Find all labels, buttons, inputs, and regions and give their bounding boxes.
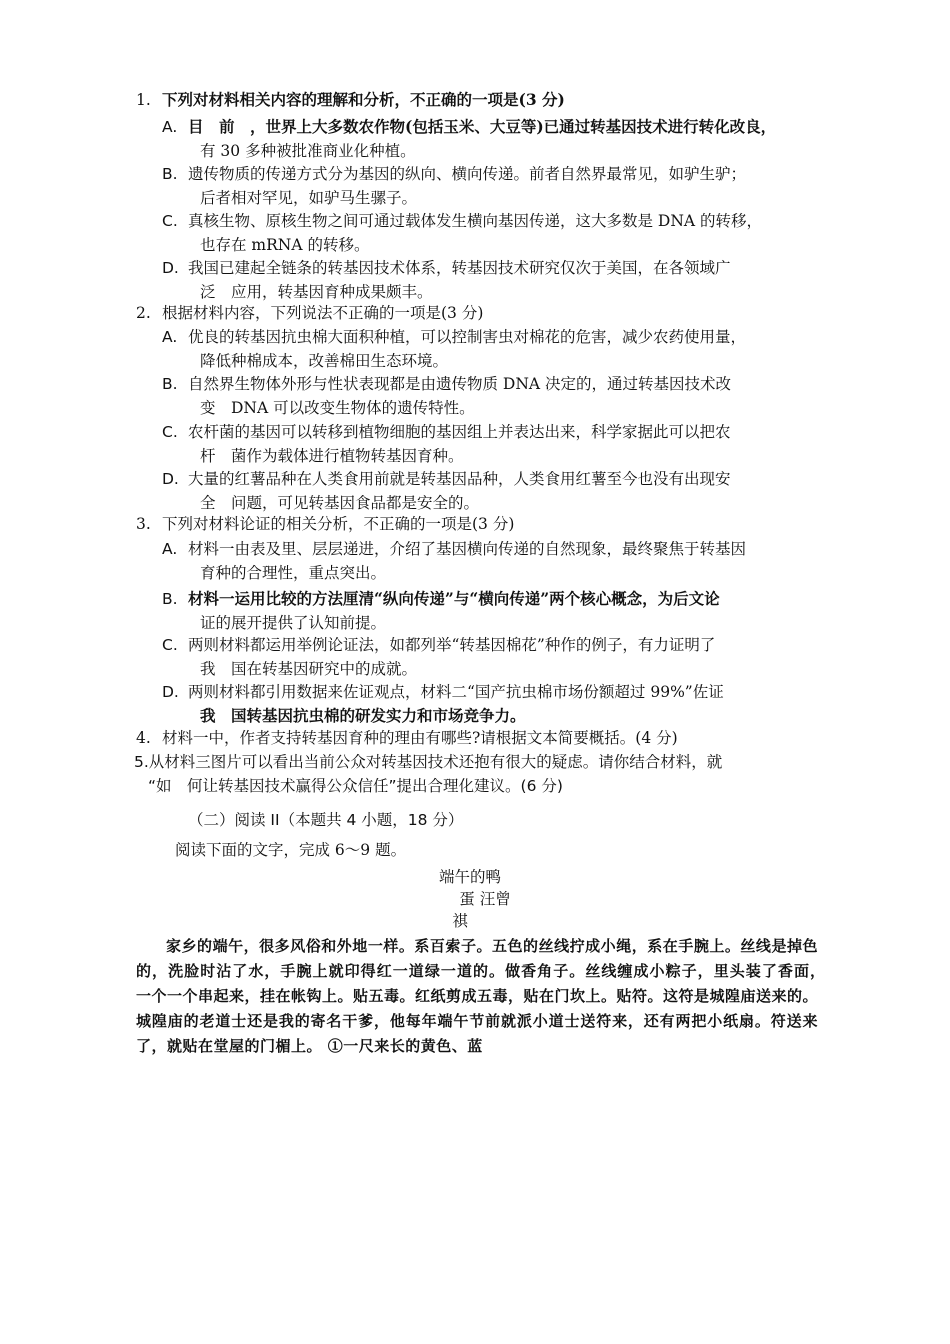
- option-text-line1: 优良的转基因抗虫棉大面积种植，可以控制害虫对棉花的危害，减少农药使用量，: [188, 328, 747, 346]
- option-letter: A.: [162, 328, 178, 346]
- question-1-option-d: [162, 256, 822, 304]
- option-letter: B.: [162, 165, 178, 183]
- option-letter: B.: [162, 375, 178, 393]
- option-text-line2: 育种的合理性，重点突出。: [200, 564, 387, 582]
- question-number: 1.: [136, 91, 151, 109]
- question-number: 4.: [136, 729, 151, 747]
- option-text-line1: 我国已建起全链条的转基因技术体系，转基因技术研究仅次于美国，在各领域广: [188, 259, 731, 277]
- passage-author-line1: 蛋 汪曾: [459, 890, 511, 908]
- option-letter: A.: [162, 118, 178, 136]
- option-text-line2: 我 国在转基因研究中的成就。: [200, 660, 418, 678]
- option-text-line2: 杆 菌作为载体进行植物转基因育种。: [200, 447, 464, 465]
- option-letter: D.: [162, 683, 179, 701]
- option-text-line2: 有 30 多种被批准商业化种植。: [200, 142, 416, 160]
- question-number: 3.: [136, 515, 151, 533]
- passage-title: 端午的鸭: [438, 868, 501, 886]
- option-text-line2: 后者相对罕见，如驴马生骡子。: [200, 189, 418, 207]
- option-letter: A.: [162, 540, 178, 558]
- option-text-line1: 真核生物、原核生物之间可通过载体发生横向基因传递，这大多数是 DNA 的转移，: [188, 212, 763, 230]
- option-text-line2: 证的展开提供了认知前提。: [200, 614, 387, 632]
- option-text-line1: 材料一由表及里、层层递进，介绍了基因横向传递的自然现象，最终聚焦于转基因: [188, 540, 747, 558]
- option-letter: C.: [162, 636, 178, 654]
- question-2-option-c: [162, 420, 822, 468]
- question-1-option-a: [162, 115, 822, 163]
- option-text-line1: 材料一运用比较的方法厘清“纵向传递”与“横向传递”两个核心概念，为后文论: [188, 589, 720, 608]
- question-2-option-a: [162, 325, 822, 373]
- question-1-stem: [136, 88, 826, 112]
- question-3-option-c: [162, 633, 822, 681]
- question-text: 下列对材料论证的相关分析，不正确的一项是(3 分): [162, 515, 515, 533]
- question-3-option-b: [162, 587, 822, 635]
- option-letter: B.: [162, 590, 178, 608]
- option-text-line2: 降低种棉成本，改善棉田生态环境。: [200, 352, 449, 370]
- question-number: 2.: [136, 304, 151, 322]
- question-1-option-c: [162, 209, 822, 257]
- option-text-line1: 自然界生物体外形与性状表现都是由遗传物质 DNA 决定的，通过转基因技术改: [188, 375, 732, 393]
- option-letter: D.: [162, 470, 179, 488]
- section-instruction: 阅读下面的文字，完成 6～9 题。: [175, 841, 407, 859]
- question-1-option-b: [162, 162, 822, 210]
- option-text-line2: 泛 应用，转基因育种成果颇丰。: [200, 283, 433, 301]
- option-letter: C.: [162, 423, 178, 441]
- question-2-stem: [136, 301, 826, 325]
- option-text-line1: 大量的红薯品种在人类食用前就是转基因品种，人类食用红薯至今也没有出现安: [188, 470, 731, 488]
- question-text: 根据材料内容，下列说法不正确的一项是(3 分): [162, 304, 484, 322]
- option-text-line2: 我 国转基因抗虫棉的研发实力和市场竞争力。: [200, 706, 526, 725]
- question-3-option-a: [162, 537, 822, 585]
- passage-paragraph: 家乡的端午，很多风俗和外地一样。系百索子。五色的丝线拧成小绳，系在手腕上。丝线是掉色的，洗脸时沾了水，手腕上就印得红一道绿一道的。做香角子。丝线缠成小粽子，里头装了香面， 一个一个串起来，挂在帐钩上。贴五毒。红纸剪成五毒，贴在门坎上。贴符。这符是城隍庙送来的。城隍庙的老道士还是我的寄名干爹，他每年端午节前就派小道士送符来，还有两把小纸扇。符送来了，就贴在堂屋的门楣上。 ①一尺来长的黄色、蓝: [136, 937, 834, 1055]
- question-2-option-b: [162, 372, 822, 420]
- question-number: 5.: [134, 753, 149, 771]
- option-text-line2: 全 问题，可见转基因食品都是安全的。: [200, 494, 480, 512]
- question-text-line2: “如 何让转基因技术赢得公众信任”提出合理化建议。(6 分): [148, 777, 563, 795]
- option-text-line1: 遗传物质的传递方式分为基因的纵向、横向传递。前者自然界最常见，如驴生驴；: [188, 165, 747, 183]
- passage-author-line2: 祺: [452, 912, 468, 930]
- question-text-line1: 从材料三图片可以看出当前公众对转基因技术还抱有很大的疑虑。请你结合材料，就: [148, 753, 723, 771]
- question-4: [136, 726, 826, 750]
- question-3-option-d: [162, 680, 822, 728]
- option-text-line2: 变 DNA 可以改变生物体的遗传特性。: [200, 399, 475, 417]
- question-text: 材料一中，作者支持转基因育种的理由有哪些?请根据文本简要概括。(4 分): [162, 729, 678, 747]
- option-text-line2: 也存在 mRNA 的转移。: [200, 236, 370, 254]
- option-text-line1: 两则材料都运用举例论证法，如都列举“转基因棉花”种作的例子，有力证明了: [188, 636, 716, 654]
- option-letter: C.: [162, 212, 178, 230]
- option-letter: D.: [162, 259, 179, 277]
- question-3-stem: [136, 512, 826, 536]
- option-text-line1: 目 前 ，世界上大多数农作物(包括玉米、大豆等)已通过转基因技术进行转化改良，: [188, 117, 777, 136]
- option-text-line1: 农杆菌的基因可以转移到植物细胞的基因组上并表达出来，科学家据此可以把农: [188, 423, 731, 441]
- question-5: [134, 750, 824, 798]
- passage-body: [136, 934, 834, 1059]
- section-heading: （二）阅读 II（本题共 4 小题，18 分）: [188, 811, 464, 829]
- option-text-line1: 两则材料都引用数据来佐证观点，材料二“国产抗虫棉市场份额超过 99%”佐证: [188, 683, 724, 701]
- question-text: 下列对材料相关内容的理解和分析，不正确的一项是(3 分): [162, 90, 565, 109]
- question-2-option-d: [162, 467, 822, 515]
